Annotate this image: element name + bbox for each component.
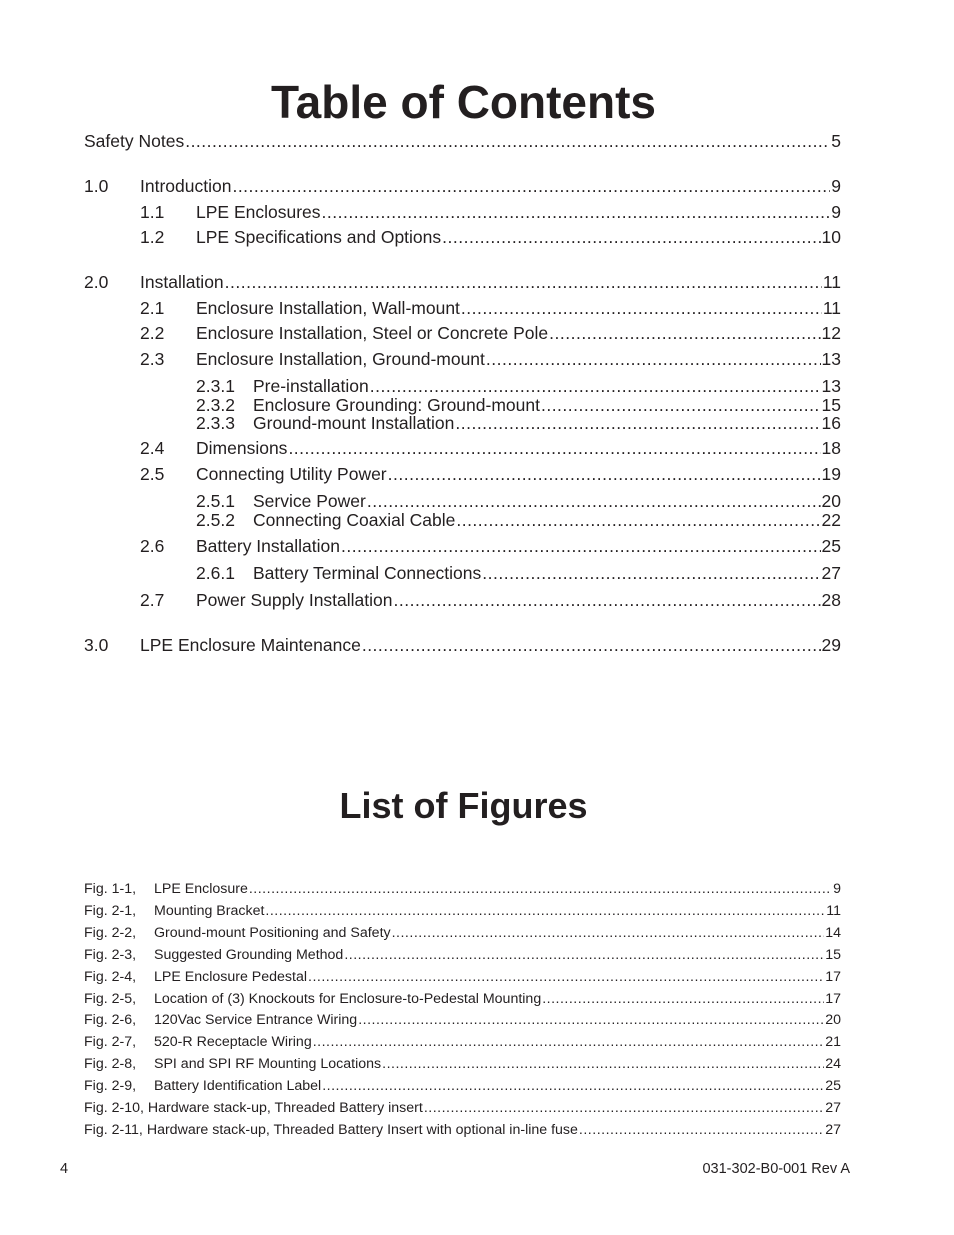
- toc-title: Table of Contents: [270, 76, 657, 128]
- toc-entry-label: Enclosure Installation, Ground-mount: [196, 349, 485, 369]
- toc-entry-number: 2.1: [140, 298, 165, 318]
- dot-leader: [549, 325, 820, 343]
- toc-entry-number: 1.2: [140, 227, 165, 247]
- toc-entry-page: 29: [821, 635, 841, 655]
- toc-entry[interactable]: [140, 538, 841, 556]
- figure-entry[interactable]: [84, 904, 841, 918]
- dot-leader: [442, 229, 820, 247]
- dot-leader: [313, 1035, 825, 1049]
- toc-entry-page: 20: [821, 491, 841, 511]
- dot-leader: [455, 415, 820, 433]
- figure-entry[interactable]: [84, 882, 841, 896]
- toc-entry-page: 28: [821, 590, 841, 610]
- toc-entry-page: 5: [831, 131, 841, 151]
- figure-entry-label: LPE Enclosure: [154, 881, 248, 897]
- figure-entry-number: Fig. 2-1,: [84, 903, 137, 919]
- toc-entry-page: 13: [821, 349, 841, 369]
- toc-entry-page: 13: [821, 376, 841, 396]
- figure-entry-page: 27: [825, 1100, 841, 1116]
- figure-entry[interactable]: [84, 926, 841, 940]
- toc-entry[interactable]: [196, 493, 841, 511]
- figure-entry-number: Fig. 2-3,: [84, 947, 137, 963]
- dot-leader: [486, 351, 821, 369]
- figure-entry-number: Fig. 2-8,: [84, 1056, 137, 1072]
- dot-leader: [456, 512, 820, 530]
- figure-entry[interactable]: [84, 1057, 841, 1071]
- dot-leader: [542, 992, 824, 1006]
- toc-entry-number: 2.2: [140, 323, 165, 343]
- toc-entry-label: Connecting Coaxial Cable: [253, 510, 456, 530]
- toc-entry[interactable]: [84, 274, 841, 292]
- figure-entry-label: SPI and SPI RF Mounting Locations: [154, 1056, 382, 1072]
- dot-leader: [367, 493, 821, 511]
- toc-entry[interactable]: [196, 415, 841, 433]
- toc-entry-number: 1.1: [140, 202, 165, 222]
- toc-entry[interactable]: [140, 440, 841, 458]
- dot-leader: [370, 378, 821, 396]
- toc-entry[interactable]: [196, 397, 841, 415]
- figure-entry-label: Location of (3) Knockouts for Enclosure-to-Pedestal Mounting: [154, 991, 542, 1007]
- footer-document-id: 031-302-B0-001 Rev A: [702, 1161, 850, 1177]
- toc-entry-number: 3.0: [84, 635, 109, 655]
- toc-entry-label: LPE Enclosures: [196, 202, 321, 222]
- toc-entry-page: 11: [822, 272, 841, 292]
- toc-entry-number: 2.0: [84, 272, 109, 292]
- figure-entry-page: 15: [825, 947, 841, 963]
- figure-entry-label: Battery Identification Label: [154, 1078, 322, 1094]
- toc-entry[interactable]: [140, 592, 841, 610]
- figure-entry[interactable]: [84, 948, 841, 962]
- figure-entry[interactable]: [84, 1013, 841, 1027]
- figures-title: List of Figures: [339, 785, 588, 826]
- toc-entry[interactable]: [84, 133, 841, 151]
- figure-entry-page: 14: [825, 925, 841, 941]
- toc-entry-page: 19: [821, 464, 841, 484]
- toc-entry-page: 27: [821, 563, 841, 583]
- toc-entry-number: 2.3.1: [196, 376, 235, 396]
- toc-entry[interactable]: [140, 325, 841, 343]
- figure-entry-page: 25: [825, 1078, 841, 1094]
- figure-entry[interactable]: [84, 1035, 841, 1049]
- toc-entry[interactable]: [196, 512, 841, 530]
- toc-entry-label: Enclosure Grounding: Ground-mount: [253, 395, 540, 415]
- toc-entry-label: Introduction: [140, 176, 232, 196]
- figure-entry-page: 21: [825, 1034, 841, 1050]
- toc-entry-number: 2.3: [140, 349, 165, 369]
- figure-entry-label: LPE Enclosure Pedestal: [154, 969, 308, 985]
- figure-entry-number: Fig. 2-5,: [84, 991, 137, 1007]
- dot-leader: [579, 1123, 824, 1137]
- figure-entry-page: 11: [826, 903, 841, 919]
- figure-entry-label: Fig. 2-10, Hardware stack-up, Threaded Battery insert: [84, 1100, 423, 1116]
- toc-entry-label: Battery Terminal Connections: [253, 563, 482, 583]
- figure-entry-page: 9: [833, 881, 841, 897]
- toc-entry-label: Battery Installation: [196, 536, 340, 556]
- figure-entry-number: Fig. 2-9,: [84, 1078, 137, 1094]
- dot-leader: [225, 274, 822, 292]
- toc-entry-label: Installation: [140, 272, 224, 292]
- dot-leader: [265, 904, 825, 918]
- toc-entry[interactable]: [140, 351, 841, 369]
- toc-entry-page: 25: [821, 536, 841, 556]
- toc-entry-number: 2.5.2: [196, 510, 235, 530]
- figure-entry-label: 120Vac Service Entrance Wiring: [154, 1012, 358, 1028]
- toc-entry-page: 10: [821, 227, 841, 247]
- figure-entry[interactable]: [84, 992, 841, 1006]
- toc-entry-label: Power Supply Installation: [196, 590, 393, 610]
- figure-entry-number: Fig. 2-4,: [84, 969, 137, 985]
- toc-entry-number: 2.3.3: [196, 413, 235, 433]
- figure-entry-number: Fig. 1-1,: [84, 881, 137, 897]
- toc-entry-label: Service Power: [253, 491, 366, 511]
- toc-entry[interactable]: [84, 178, 841, 196]
- figure-entry-label: Ground-mount Positioning and Safety: [154, 925, 391, 941]
- figure-entry-label: Mounting Bracket: [154, 903, 265, 919]
- toc-entry-number: 2.6: [140, 536, 165, 556]
- toc-entry[interactable]: [140, 229, 841, 247]
- toc-entry-number: 2.3.2: [196, 395, 235, 415]
- dot-leader: [344, 948, 824, 962]
- dot-leader: [232, 178, 830, 196]
- dot-leader: [541, 397, 821, 415]
- figure-entry[interactable]: [84, 970, 841, 984]
- dot-leader: [249, 882, 832, 896]
- dot-leader: [185, 133, 830, 151]
- figure-entry-page: 20: [825, 1012, 841, 1028]
- figure-entry-page: 17: [825, 969, 841, 985]
- dot-leader: [388, 466, 821, 484]
- toc-entry[interactable]: [140, 300, 841, 318]
- toc-entry-label: Enclosure Installation, Wall-mount: [196, 298, 460, 318]
- toc-entry[interactable]: [140, 466, 841, 484]
- toc-entry[interactable]: [140, 204, 841, 222]
- toc-entry-label: LPE Enclosure Maintenance: [140, 635, 361, 655]
- figure-entry-label: Suggested Grounding Method: [154, 947, 344, 963]
- dot-leader: [424, 1101, 824, 1115]
- dot-leader: [461, 300, 822, 318]
- toc-entry-page: 22: [821, 510, 841, 530]
- dot-leader: [322, 1079, 824, 1093]
- figure-entry[interactable]: [84, 1123, 841, 1137]
- dot-leader: [362, 637, 821, 655]
- figure-entry-label: Fig. 2-11, Hardware stack-up, Threaded Battery Insert with optional in-line fuse: [84, 1122, 578, 1138]
- toc-entry-number: 2.5.1: [196, 491, 235, 511]
- dot-leader: [308, 970, 824, 984]
- figure-entry-number: Fig. 2-2,: [84, 925, 137, 941]
- toc-entry-label: Ground-mount Installation: [253, 413, 455, 433]
- figure-entry-page: 17: [825, 991, 841, 1007]
- toc-entry-label: LPE Specifications and Options: [196, 227, 442, 247]
- toc-entry-number: 2.4: [140, 438, 165, 458]
- toc-entry-label: Dimensions: [196, 438, 288, 458]
- dot-leader: [482, 565, 820, 583]
- toc-entry-number: 2.6.1: [196, 563, 235, 583]
- dot-leader: [394, 592, 821, 610]
- figure-entry-number: Fig. 2-6,: [84, 1012, 137, 1028]
- dot-leader: [322, 204, 831, 222]
- toc-entry-page: 15: [821, 395, 841, 415]
- dot-leader: [358, 1013, 824, 1027]
- toc-entry-page: 12: [821, 323, 841, 343]
- toc-entry[interactable]: [196, 565, 841, 583]
- toc-entry[interactable]: [196, 378, 841, 396]
- toc-entry-label: Safety Notes: [84, 131, 185, 151]
- toc-entry-number: 1.0: [84, 176, 109, 196]
- toc-entry-page: 16: [821, 413, 841, 433]
- toc-entry[interactable]: [84, 637, 841, 655]
- figure-entry-number: Fig. 2-7,: [84, 1034, 137, 1050]
- toc-entry-number: 2.5: [140, 464, 165, 484]
- dot-leader: [392, 926, 825, 940]
- dot-leader: [288, 440, 820, 458]
- figure-entry[interactable]: [84, 1101, 841, 1115]
- figure-entry-page: 24: [825, 1056, 841, 1072]
- toc-entry-label: Connecting Utility Power: [196, 464, 387, 484]
- toc-entry-page: 18: [821, 438, 841, 458]
- toc-entry-page: 9: [831, 202, 841, 222]
- toc-entry-page: 11: [822, 298, 841, 318]
- toc-entry-label: Enclosure Installation, Steel or Concrete Pole: [196, 323, 549, 343]
- figure-entry[interactable]: [84, 1079, 841, 1093]
- toc-entry-label: Pre-installation: [253, 376, 369, 396]
- toc-entry-number: 2.7: [140, 590, 165, 610]
- toc-entry-page: 9: [831, 176, 841, 196]
- figure-entry-label: 520-R Receptacle Wiring: [154, 1034, 312, 1050]
- footer-page-number: 4: [60, 1161, 69, 1177]
- dot-leader: [382, 1057, 824, 1071]
- figure-entry-page: 27: [825, 1122, 841, 1138]
- dot-leader: [341, 538, 821, 556]
